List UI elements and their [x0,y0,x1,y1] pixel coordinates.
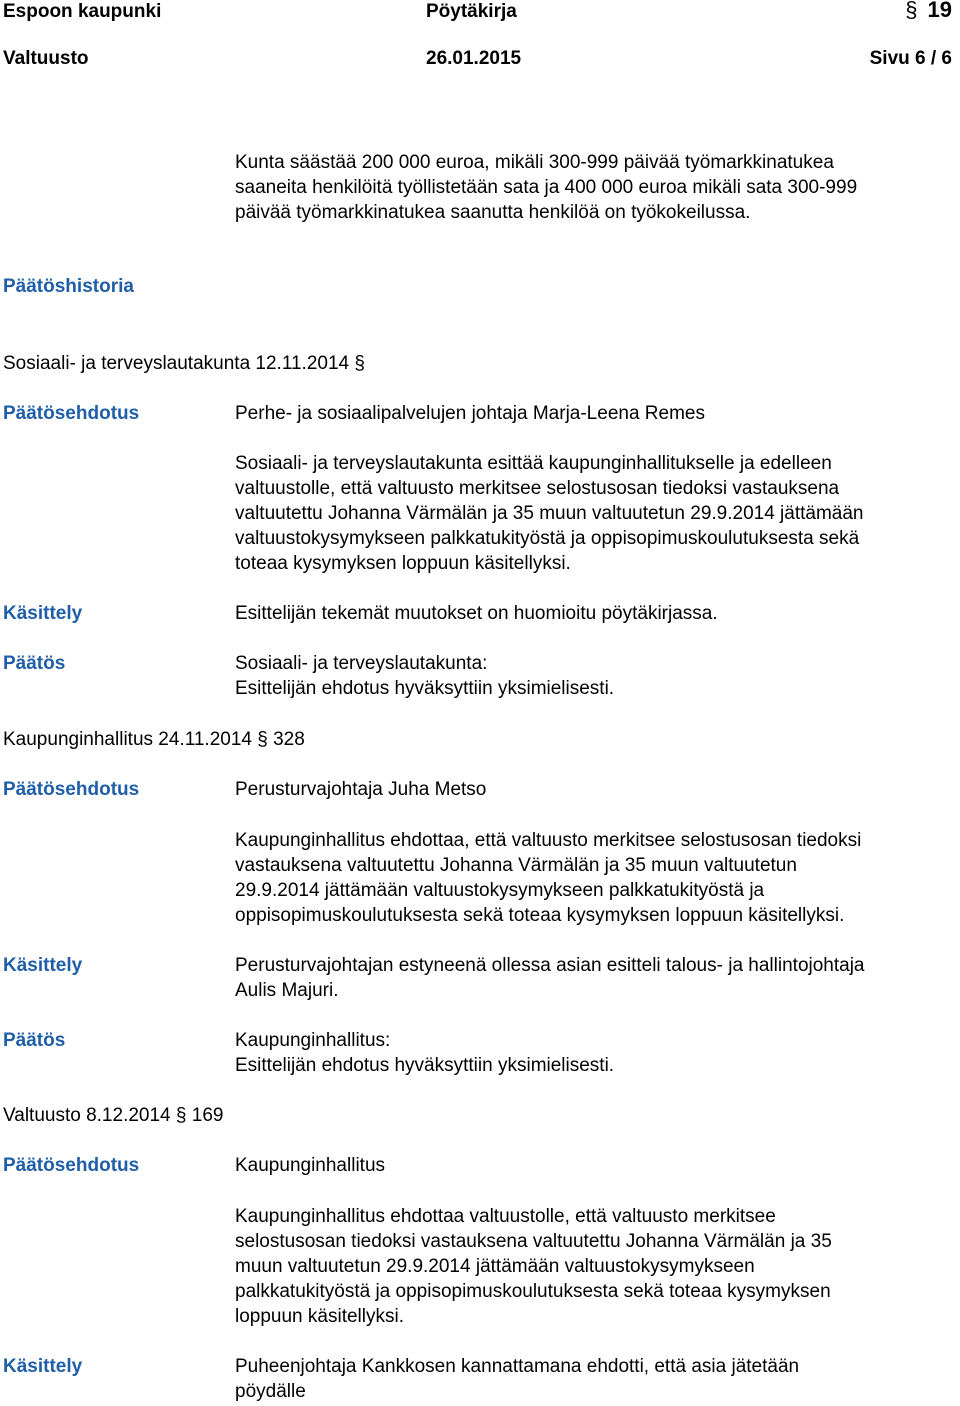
decision-line: Esittelijän ehdotus hyväksyttiin yksimielisesti. [235,1055,615,1076]
processing-label: Käsittely [3,955,83,976]
decision-text [235,651,959,701]
meeting-heading-text: Sosiaali- ja terveyslautakunta 12.11.2014 [3,353,350,374]
proposal-label: Päätösehdotus [3,1155,140,1176]
processing-text [235,601,959,626]
proposal-label: Päätösehdotus [3,779,140,800]
section-symbol: § [175,1105,187,1126]
proposal-text [235,828,959,928]
processing-line: pöydälle [235,1381,306,1402]
section-number: 19 [927,0,952,22]
processing-line: Puheenjohtaja Kankkosen kannattamana ehdotti, että asia jätetään [235,1356,800,1377]
decision-label: Päätös [3,653,66,674]
decision-text [235,1028,959,1078]
proposal-line: Kaupunginhallitus ehdottaa, että valtuusto merkitsee selostusosan tiedoksi [235,830,862,851]
proposer: Kaupunginhallitus [235,1155,386,1176]
processing-text [235,953,959,1003]
proposal-line: Kaupunginhallitus ehdottaa valtuustolle, että valtuusto merkitsee [235,1206,776,1227]
section-number-line [905,0,952,22]
proposal-line: muun valtuutetun 29.9.2014 jättämään valtuustokysymykseen [235,1256,755,1277]
meeting-section-number: 169 [191,1105,224,1126]
meeting-date: 26.01.2015 [426,48,522,69]
processing-text [235,1354,959,1404]
document-type: Pöytäkirja [426,1,517,22]
proposal-line: valtuustolle, että valtuusto merkitsee selostusosan tiedoksi vastauksena [235,478,840,499]
governing-body: Valtuusto [3,48,89,69]
proposal-line: loppuun käsitellyksi. [235,1306,404,1327]
proposer: Perusturvajohtaja Juha Metso [235,779,487,800]
processing-line: Aulis Majuri. [235,980,339,1001]
proposal-text [235,451,959,576]
proposal-line: palkkatukityöstä ja oppisopimuskoulutuksesta sekä toteaa kysymyksen [235,1281,831,1302]
proposer: Perhe- ja sosiaalipalvelujen johtaja Marja-Leena Remes [235,403,705,424]
decision-label: Päätös [3,1030,66,1051]
proposal-line: oppisopimuskoulutuksesta sekä toteaa kysymyksen loppuun käsitellyksi. [235,905,845,926]
processing-label: Käsittely [3,603,83,624]
section-symbol: § [257,729,268,750]
section-symbol: § [905,0,918,22]
proposal-line: Sosiaali- ja terveyslautakunta esittää kaupunginhallitukselle ja edelleen [235,453,832,474]
proposal-line: 29.9.2014 jättämään valtuustokysymykseen palkkatukityöstä ja [235,880,765,901]
proposal-text [235,1204,959,1329]
processing-line: Perusturvajohtajan estyneenä ollessa asian esitteli talous- ja hallintojohtaja [235,955,865,976]
decision-history-title: Päätöshistoria [3,276,134,297]
intro-line: Kunta säästää 200 000 euroa, mikäli 300-999 päivää työmarkkinatukea [235,152,834,173]
proposal-label: Päätösehdotus [3,403,140,424]
meeting-heading-text: Kaupunginhallitus 24.11.2014 [3,729,252,750]
proposal-line: valtuustokysymykseen palkkatukityöstä ja oppisopimuskoulutuksesta sekä [235,528,860,549]
meeting-heading-text: Valtuusto 8.12.2014 [3,1105,171,1126]
proposal-line: toteaa kysymyksen loppuun käsitellyksi. [235,553,571,574]
intro-paragraph [235,150,959,225]
intro-line: päivää työmarkkinatukea saanutta henkilöä on työkokeilussa. [235,202,751,223]
proposal-line: valtuutettu Johanna Värmälän ja 35 muun valtuutetun 29.9.2014 jättämään [235,503,864,524]
intro-line: saaneita henkilöitä työllistetään sata ja 400 000 euroa mikäli sata 300-999 [235,177,858,198]
proposal-line: vastauksena valtuutettu Johanna Värmälän ja 35 muun valtuutetun [235,855,797,876]
meeting-section-number: 328 [273,729,305,750]
meeting-heading [3,1103,223,1128]
section-symbol: § [354,353,365,374]
processing-label: Käsittely [3,1356,83,1377]
processing-line: Esittelijän tekemät muutokset on huomioitu pöytäkirjassa. [235,603,718,624]
decision-line: Kaupunginhallitus: [235,1030,391,1051]
meeting-heading [3,727,305,752]
decision-line: Sosiaali- ja terveyslautakunta: [235,653,488,674]
org-name: Espoon kaupunki [3,1,162,22]
decision-line: Esittelijän ehdotus hyväksyttiin yksimielisesti. [235,678,615,699]
page-indicator: Sivu 6 / 6 [869,48,952,69]
meeting-heading [3,351,365,376]
proposal-line: selostusosan tiedoksi vastauksena valtuutettu Johanna Värmälän ja 35 [235,1231,832,1252]
